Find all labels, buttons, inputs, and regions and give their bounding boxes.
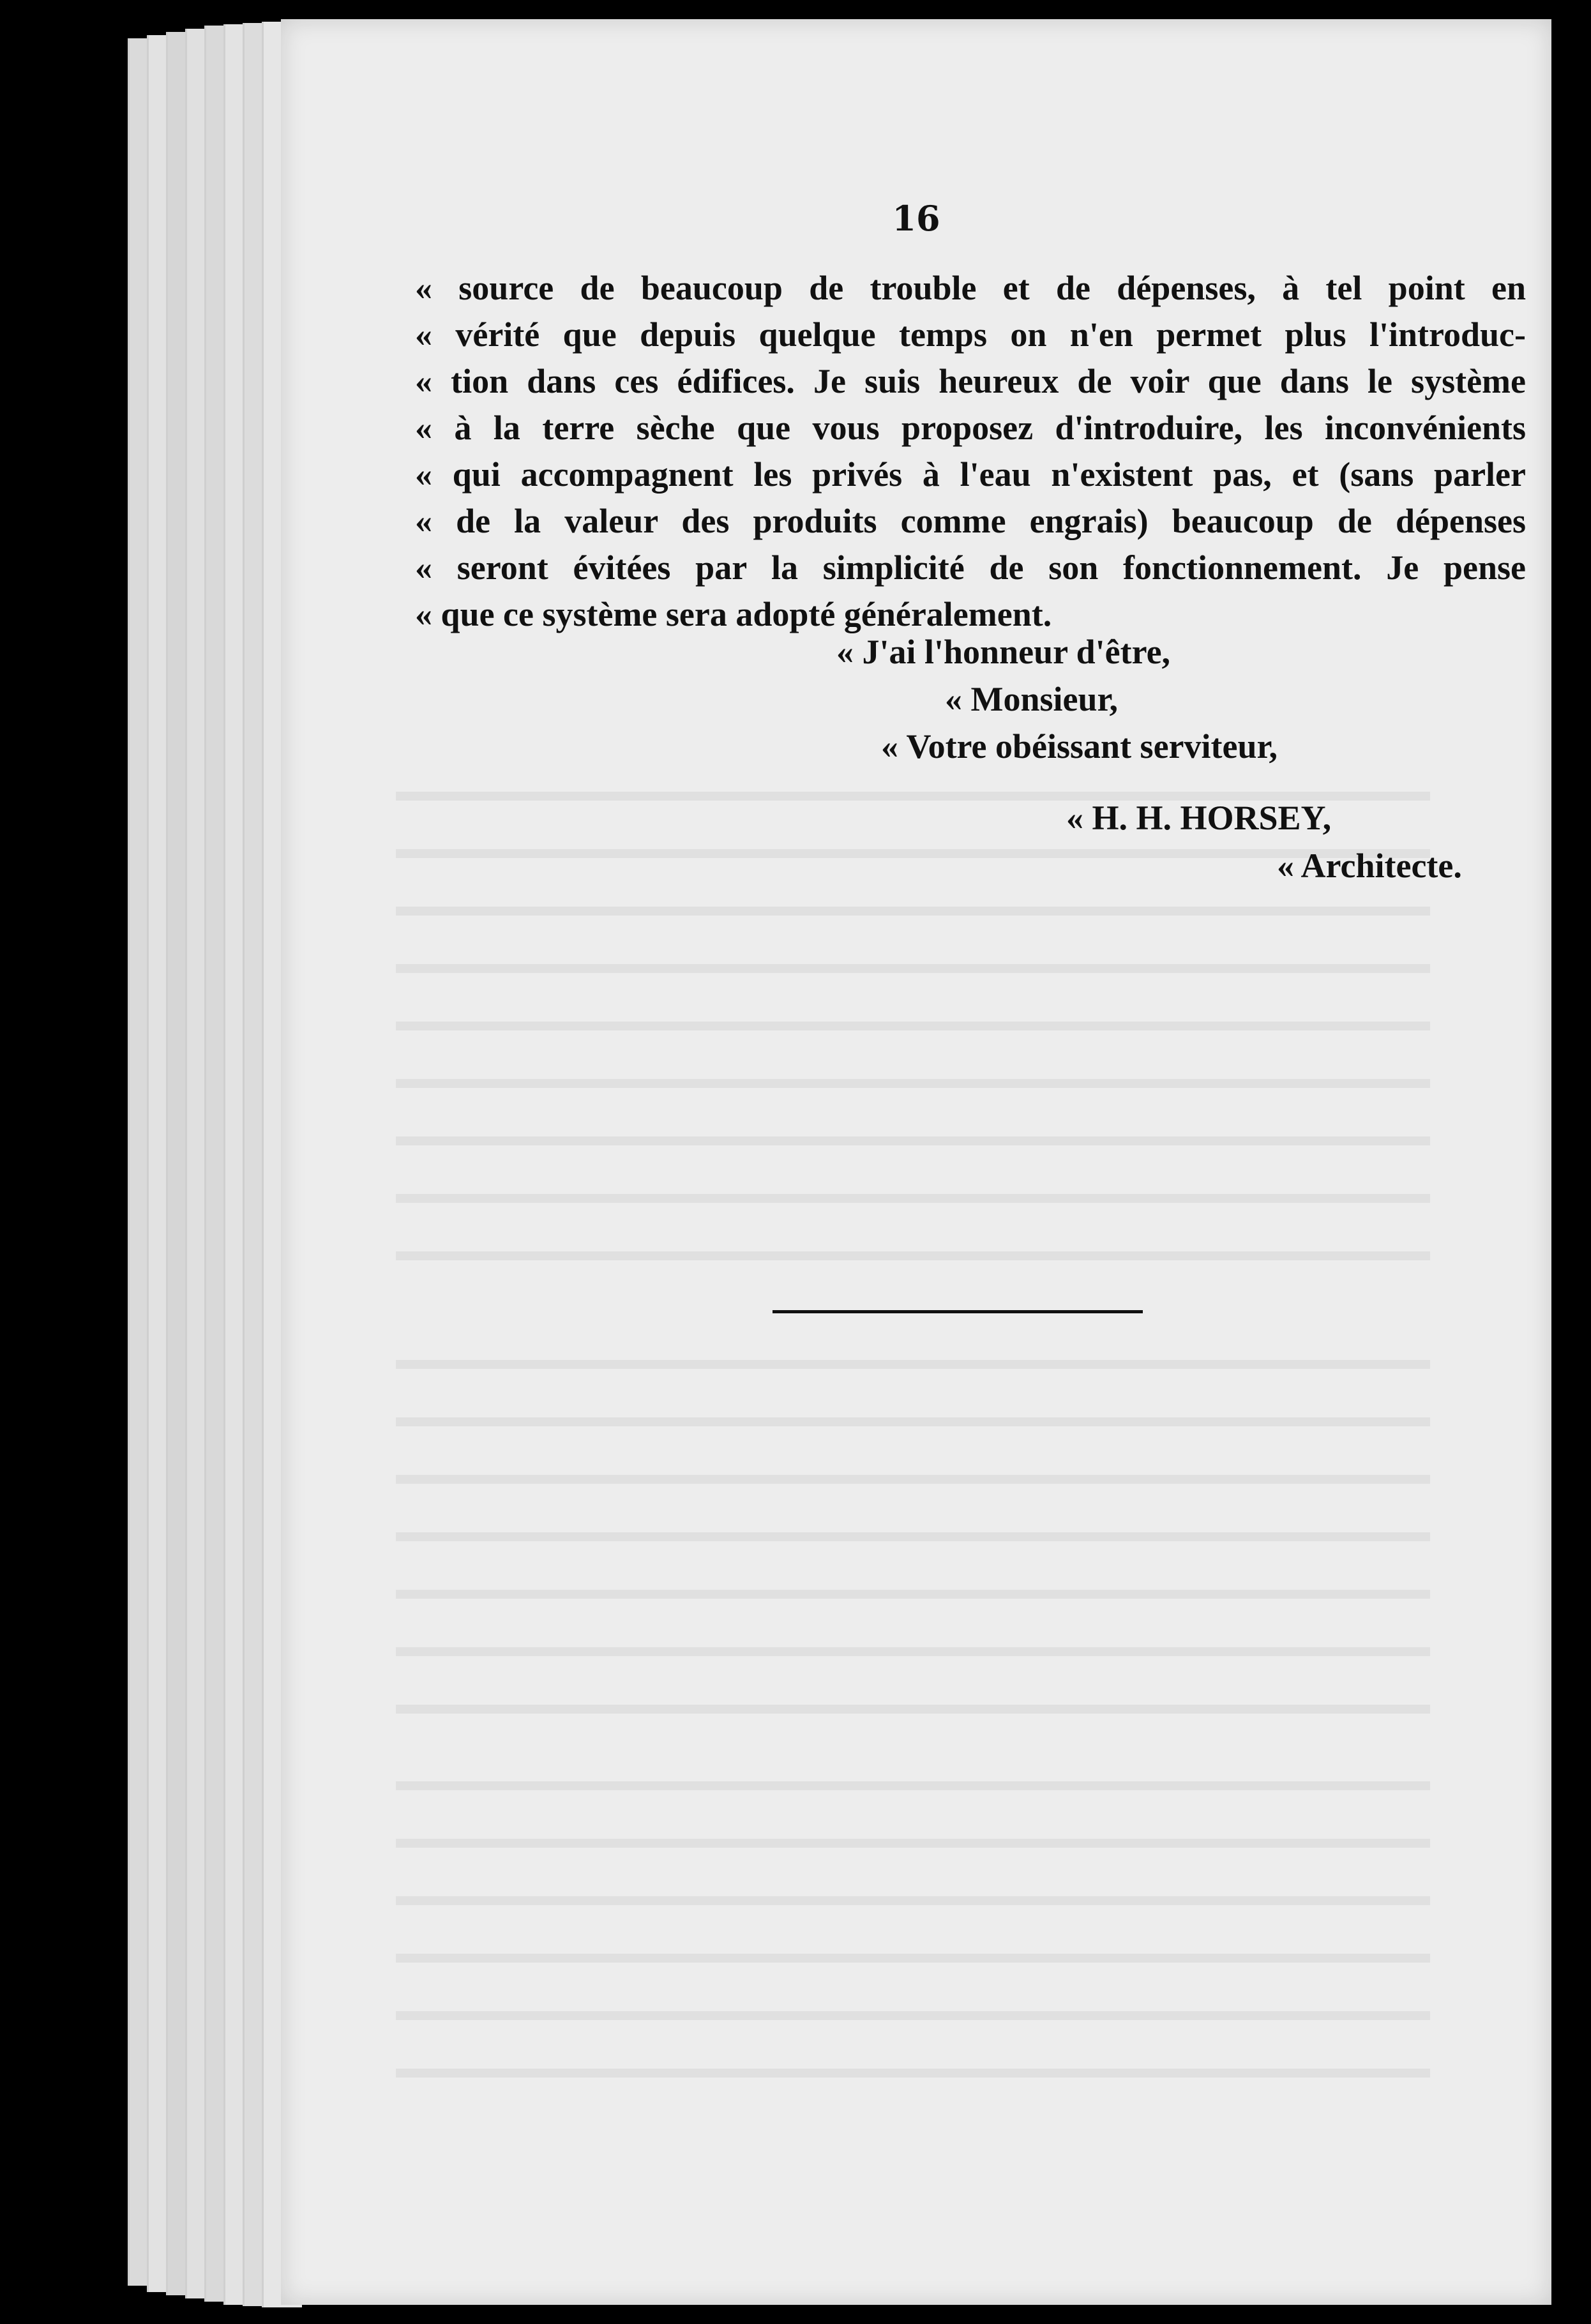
body-line: « seront évitées par la simplicité de son fonctionnement. Je pense xyxy=(415,548,1526,587)
bleed-through-line xyxy=(396,1251,1430,1260)
bleed-through-line xyxy=(396,1590,1430,1599)
page-sheet xyxy=(281,19,1551,2305)
closing-salutation: « Monsieur, xyxy=(945,680,1119,718)
closing-honneur: « J'ai l'honneur d'être, xyxy=(836,633,1171,671)
letter-body xyxy=(415,265,1526,638)
bleed-through-line xyxy=(396,907,1430,916)
bleed-through-line xyxy=(396,1417,1430,1426)
bleed-through-line xyxy=(396,849,1430,858)
bleed-through-line xyxy=(396,1896,1430,1905)
section-divider xyxy=(773,1310,1143,1313)
bleed-through-line xyxy=(396,2069,1430,2078)
bleed-through-line xyxy=(396,1475,1430,1484)
body-line: « de la valeur des produits comme engrais) beaucoup de dépenses xyxy=(415,502,1526,540)
closing-serviteur: « Votre obéissant serviteur, xyxy=(881,727,1278,766)
body-line: « qui accompagnent les privés à l'eau n'existent pas, et (sans parler xyxy=(415,455,1526,494)
bleed-through-line xyxy=(396,1136,1430,1145)
bleed-through-line xyxy=(396,1532,1430,1541)
page-number: 16 xyxy=(892,198,940,239)
bleed-through-line xyxy=(396,2011,1430,2020)
bleed-through-line xyxy=(396,964,1430,973)
body-line: « source de beaucoup de trouble et de dépenses, à tel point en xyxy=(415,269,1526,307)
bleed-through-line xyxy=(396,1079,1430,1088)
scan-border xyxy=(1551,0,1591,2324)
body-line: « vérité que depuis quelque temps on n'en permet plus l'introduc- xyxy=(415,315,1526,354)
bleed-through-line xyxy=(396,1360,1430,1369)
bleed-through-line xyxy=(396,1022,1430,1030)
body-line: « que ce système sera adopté généralement. xyxy=(415,595,1052,633)
body-line: « à la terre sèche que vous proposez d'introduire, les inconvénients xyxy=(415,409,1526,447)
signature-name: « H. H. HORSEY, xyxy=(1066,799,1332,837)
bleed-through-line xyxy=(396,1194,1430,1203)
body-line: « tion dans ces édifices. Je suis heureux de voir que dans le système xyxy=(415,362,1526,400)
bleed-through-line xyxy=(396,1839,1430,1848)
bleed-through-line xyxy=(396,1705,1430,1714)
bleed-through-line xyxy=(396,1781,1430,1790)
bleed-through-line xyxy=(396,1954,1430,1963)
signature-title: « Architecte. xyxy=(1277,847,1462,885)
bleed-through-line xyxy=(396,1647,1430,1656)
